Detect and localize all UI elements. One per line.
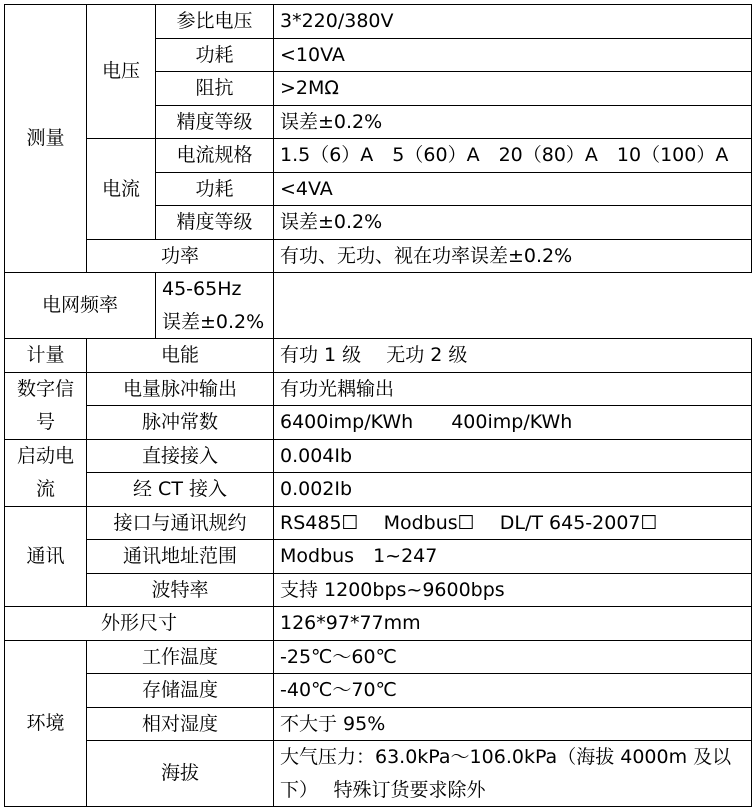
table-row xyxy=(5,540,752,574)
pulse-output-label: 电量脉冲输出 xyxy=(87,372,274,406)
current-power-label: 功耗 xyxy=(156,172,274,206)
table-row xyxy=(5,372,752,406)
ref-voltage-value: 3*220/380V xyxy=(274,5,752,39)
voltage-power-value: <10VA xyxy=(274,38,752,72)
table-row xyxy=(5,239,752,273)
via-ct-value: 0.002Ib xyxy=(274,473,752,507)
altitude-value: 大气压力：63.0kPa～106.0kPa（海拔 4000m 及以下） 特殊订货要求除外 xyxy=(274,741,752,807)
impedance-label: 阻抗 xyxy=(156,72,274,106)
direct-access-label: 直接接入 xyxy=(87,439,274,473)
voltage-accuracy-label: 精度等级 xyxy=(156,105,274,139)
energy-value: 有功 1 级 无功 2 级 xyxy=(274,339,752,373)
table-row xyxy=(5,339,752,373)
table-row xyxy=(5,640,752,674)
dimensions-label: 外形尺寸 xyxy=(5,607,274,641)
power-label: 功率 xyxy=(87,239,274,273)
table-row xyxy=(5,406,752,440)
pulse-output-value: 有功光耦输出 xyxy=(274,372,752,406)
subgroup-voltage: 电压 xyxy=(87,5,156,139)
storage-temp-value: -40℃～70℃ xyxy=(274,674,752,708)
altitude-label: 海拔 xyxy=(87,741,274,807)
voltage-power-label: 功耗 xyxy=(156,38,274,72)
dimensions-value: 126*97*77mm xyxy=(274,607,752,641)
table-row xyxy=(5,674,752,708)
table-row xyxy=(5,506,752,540)
interface-value: RS485☐ Modbus☐ DL/T 645-2007☐ xyxy=(274,506,752,540)
via-ct-label: 经 CT 接入 xyxy=(87,473,274,507)
pulse-constant-label: 脉冲常数 xyxy=(87,406,274,440)
group-metering: 计量 xyxy=(5,339,87,373)
power-value: 有功、无功、视在功率误差±0.2% xyxy=(274,239,752,273)
address-range-value: Modbus 1~247 xyxy=(274,540,752,574)
impedance-value: >2MΩ xyxy=(274,72,752,106)
work-temp-value: -25℃～60℃ xyxy=(274,640,752,674)
baud-rate-value: 支持 1200bps~9600bps xyxy=(274,573,752,607)
table-row xyxy=(5,573,752,607)
storage-temp-label: 存储温度 xyxy=(87,674,274,708)
pulse-constant-value: 6400imp/KWh 400imp/KWh xyxy=(274,406,752,440)
table-row xyxy=(5,139,752,173)
table-row xyxy=(5,607,752,641)
grid-frequency-label: 电网频率 xyxy=(5,273,156,339)
grid-frequency-value: 45-65Hz 误差±0.2% xyxy=(156,273,274,339)
table-row xyxy=(5,473,752,507)
humidity-value: 不大于 95% xyxy=(274,707,752,741)
group-environment: 环境 xyxy=(5,640,87,807)
energy-label: 电能 xyxy=(87,339,274,373)
work-temp-label: 工作温度 xyxy=(87,640,274,674)
group-communication: 通讯 xyxy=(5,506,87,607)
humidity-label: 相对湿度 xyxy=(87,707,274,741)
table-row xyxy=(5,439,752,473)
group-start-current: 启动电流 xyxy=(5,439,87,506)
spec-table xyxy=(4,4,752,807)
table-row xyxy=(5,5,752,39)
baud-rate-label: 波特率 xyxy=(87,573,274,607)
address-range-label: 通讯地址范围 xyxy=(87,540,274,574)
subgroup-current: 电流 xyxy=(87,139,156,240)
current-power-value: <4VA xyxy=(274,172,752,206)
table-row xyxy=(5,273,752,339)
table-row xyxy=(5,741,752,807)
ref-voltage-label: 参比电压 xyxy=(156,5,274,39)
table-row xyxy=(5,707,752,741)
voltage-accuracy-value: 误差±0.2% xyxy=(274,105,752,139)
current-spec-value: 1.5（6）A 5（60）A 20（80）A 10（100）A xyxy=(274,139,752,173)
current-accuracy-label: 精度等级 xyxy=(156,206,274,240)
current-accuracy-value: 误差±0.2% xyxy=(274,206,752,240)
direct-access-value: 0.004Ib xyxy=(274,439,752,473)
group-measure: 测量 xyxy=(5,5,87,273)
group-digital-signal: 数字信号 xyxy=(5,372,87,439)
current-spec-label: 电流规格 xyxy=(156,139,274,173)
interface-label: 接口与通讯规约 xyxy=(87,506,274,540)
